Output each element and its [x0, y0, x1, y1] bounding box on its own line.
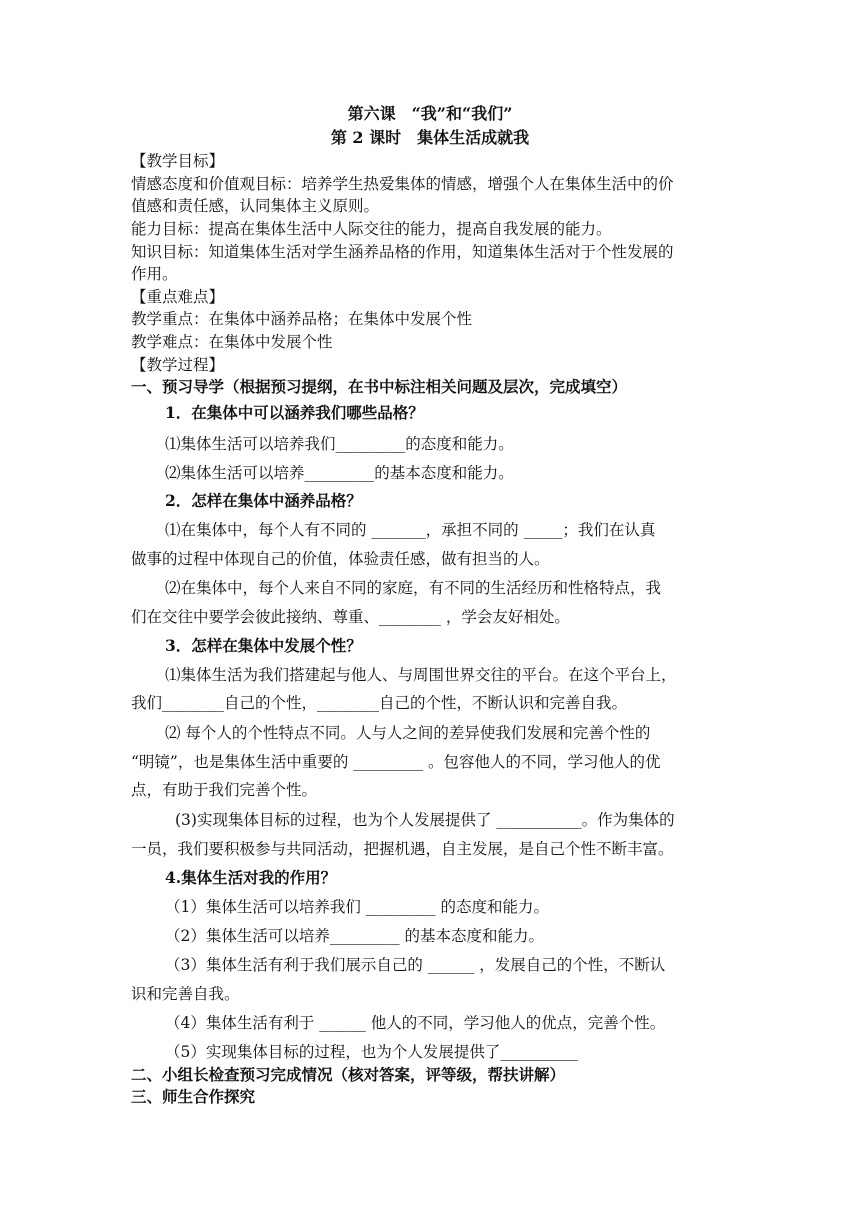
question-4-answer-4: （4）集体生活有利于 ______ 他人的不同，学习他人的优点，完善个性。 [165, 1014, 666, 1032]
goals-heading: 【教学目标】 [131, 152, 225, 170]
question-3-answer-2-line2: “明镜”，也是集体生活中重要的 _________ 。包容他人的不同，学习他人的优 [131, 753, 661, 771]
question-3-answer-3-line1: (3)实现集体目标的过程，也为个人发展提供了 ___________。作为集体的 [175, 811, 675, 829]
question-3-answer-2-line1: ⑵ 每个人的个性特点不同。人与人之间的差异使我们发展和完善个性的 [165, 724, 651, 742]
question-2-answer-2-line2: 们在交往中要学会彼此接纳、尊重、________ ，学会友好相处。 [131, 608, 570, 626]
goal-knowledge-line2: 作用。 [131, 265, 178, 283]
question-4-answer-5: （5）实现集体目标的过程，也为个人发展提供了__________ [165, 1043, 578, 1061]
question-4-answer-2: （2）集体生活可以培养_________ 的基本态度和能力。 [165, 927, 545, 945]
goal-emotion-line2: 值感和责任感，认同集体主义原则。 [131, 197, 380, 215]
question-1-answer-1: ⑴集体生活可以培养我们_________的态度和能力。 [165, 435, 514, 453]
question-4-answer-3-line1: （3）集体生活有利于我们展示自己的 ______ ，发展自己的个性，不断认 [165, 956, 666, 974]
question-2-answer-2-line1: ⑵在集体中，每个人来自不同的家庭，有不同的生活经历和性格特点，我 [165, 579, 662, 597]
goal-ability: 能力目标：提高在集体生活中人际交往的能力，提高自我发展的能力。 [131, 220, 612, 238]
question-3-answer-3-line2: 一员，我们要积极参与共同活动，把握机遇，自主发展，是自己个性不断丰富。 [131, 840, 674, 858]
key-point: 教学重点：在集体中涵养品格；在集体中发展个性 [131, 310, 473, 328]
section-3-heading: 三、师生合作探究 [131, 1087, 256, 1106]
lesson-subtitle: 第 2 课时 集体生活成就我 [330, 128, 530, 147]
section-1-heading: 一、预习导学（根据预习提纲，在书中标注相关问题及层次，完成填空） [131, 377, 628, 396]
question-4-answer-1: （1）集体生活可以培养我们 _________ 的态度和能力。 [165, 898, 549, 916]
question-3-answer-1-line1: ⑴集体生活为我们搭建起与他人、与周围世界交往的平台。在这个平台上， [165, 666, 677, 684]
question-2-title: 2．怎样在集体中涵养品格？ [165, 491, 362, 510]
question-4-answer-3-line2: 识和完善自我。 [131, 985, 240, 1003]
question-4-title: 4.集体生活对我的作用？ [165, 868, 337, 887]
section-2-heading: 二、小组长检查预习完成情况（核对答案，评等级，帮扶讲解） [131, 1065, 566, 1084]
key-points-heading: 【重点难点】 [131, 288, 225, 306]
question-1-title: 1．在集体中可以涵养我们哪些品格？ [165, 403, 424, 422]
question-3-answer-2-line3: 点，有助于我们完善个性。 [131, 781, 318, 799]
question-2-answer-1-line1: ⑴在集体中，每个人有不同的 _______，承担不同的 _____；我们在认真 [165, 521, 656, 539]
question-1-answer-2: ⑵集体生活可以培养_________的基本态度和能力。 [165, 464, 514, 482]
goal-knowledge-line1: 知识目标：知道集体生活对学生涵养品格的作用，知道集体生活对于个性发展的 [131, 243, 674, 261]
question-2-answer-1-line2: 做事的过程中体现自己的价值，体验责任感，做有担当的人。 [131, 550, 550, 568]
question-3-answer-1-line2: 我们________自己的个性，________自己的个性，不断认识和完善自我。 [131, 694, 628, 712]
difficult-point: 教学难点：在集体中发展个性 [131, 333, 333, 351]
lesson-title: 第六课 “我”和“我们” [347, 104, 513, 123]
process-heading: 【教学过程】 [131, 356, 225, 374]
question-3-title: 3．怎样在集体中发展个性？ [165, 636, 362, 655]
goal-emotion-line1: 情感态度和价值观目标：培养学生热爱集体的情感，增强个人在集体生活中的价 [131, 175, 674, 193]
